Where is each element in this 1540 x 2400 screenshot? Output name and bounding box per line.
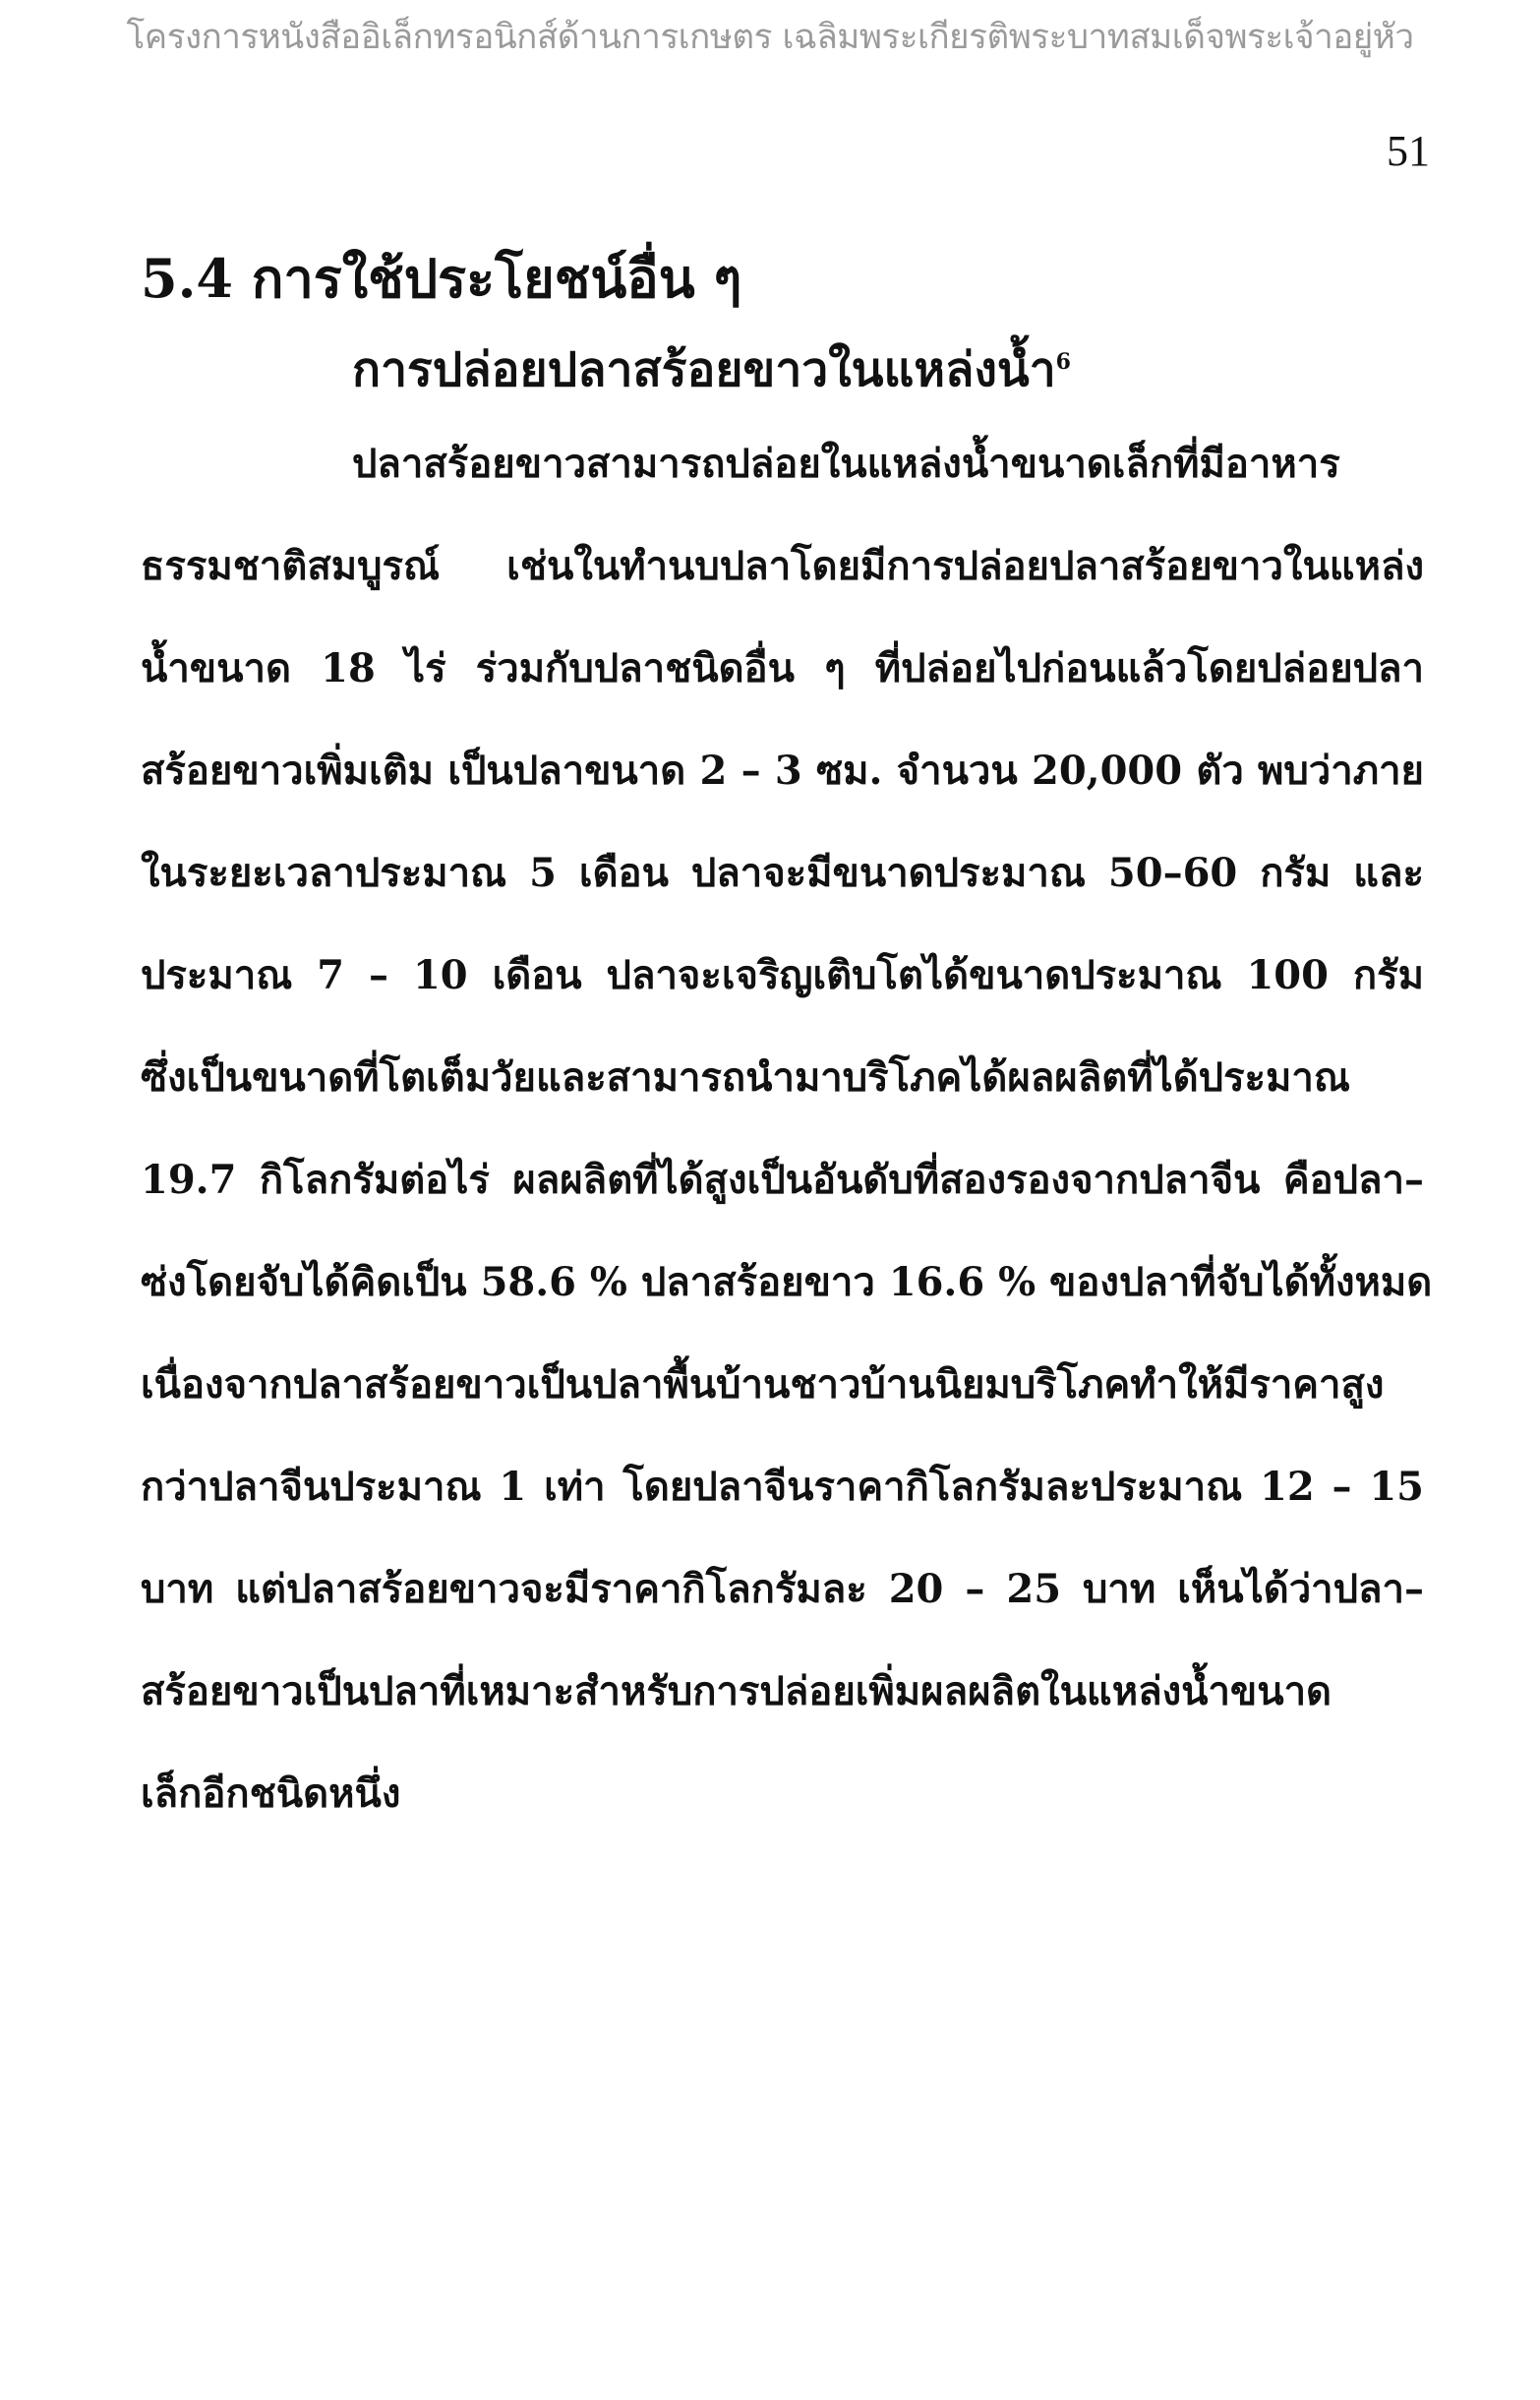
paragraph-line: ปลาสร้อยขาวสามารถปล่อยในแหล่งน้ำขนาดเล็กที่มีอาหาร <box>352 441 1340 487</box>
paragraph-line: ประมาณ 7 – 10 เดือน ปลาจะเจริญเติบโตได้ขนาดประมาณ 100 กรัม <box>141 952 1424 998</box>
paragraph-line: น้ำขนาด 18 ไร่ ร่วมกับปลาชนิดอื่น ๆ ที่ปล่อยไปก่อนแล้วโดยปล่อยปลา <box>141 645 1424 691</box>
paragraph-line: ซึ่งเป็นขนาดที่โตเต็มวัยและสามารถนำมาบริโภคได้ผลผลิตที่ได้ประมาณ <box>141 1054 1350 1101</box>
paragraph-line: ในระยะเวลาประมาณ 5 เดือน ปลาจะมีขนาดประมาณ 50–60 กรัม และ <box>141 850 1424 896</box>
page-number: 51 <box>1387 127 1430 175</box>
paragraph-line: 19.7 กิโลกรัมต่อไร่ ผลผลิตที่ได้สูงเป็นอันดับที่สองรองจากปลาจีน คือปลา– <box>141 1157 1424 1203</box>
paragraph-line: สร้อยขาวเพิ่มเติม เป็นปลาขนาด 2 – 3 ซม. จำนวน 20,000 ตัว พบว่าภาย <box>141 748 1424 794</box>
body-paragraph <box>141 423 1433 1855</box>
paragraph-line: บาท แต่ปลาสร้อยขาวจะมีราคากิโลกรัมละ 20 – 25 บาท เห็นได้ว่าปลา– <box>141 1566 1424 1612</box>
subheading <box>352 332 1071 407</box>
paragraph-line: ซ่งโดยจับได้คิดเป็น 58.6 % ปลาสร้อยขาว 16.6 % ของปลาที่จับได้ทั้งหมด <box>141 1259 1433 1305</box>
paragraph-line: ธรรมชาติสมบูรณ์ เช่นในทำนบปลาโดยมีการปล่อยปลาสร้อยขาวในแหล่ง <box>141 543 1424 589</box>
subheading-text: การปล่อยปลาสร้อยขาวในแหล่งน้ำ <box>352 342 1056 397</box>
paragraph-line: เล็กอีกชนิดหนึ่ง <box>141 1770 401 1817</box>
paragraph-line: สร้อยขาวเป็นปลาที่เหมาะสำหรับการปล่อยเพิ่มผลผลิตในแหล่งน้ำขนาด <box>141 1668 1333 1714</box>
project-watermark: โครงการหนังสืออิเล็กทรอนิกส์ด้านการเกษตร เฉลิมพระเกียรติพระบาทสมเด็จพระเจ้าอยู่หัว <box>126 18 1414 57</box>
footnote-marker: 6 <box>1055 349 1071 375</box>
paragraph-line: เนื่องจากปลาสร้อยขาวเป็นปลาพื้นบ้านชาวบ้านนิยมบริโภคทำให้มีราคาสูง <box>141 1361 1385 1408</box>
section-heading: 5.4 การใช้ประโยชน์อื่น ๆ <box>141 247 742 310</box>
paragraph-line: กว่าปลาจีนประมาณ 1 เท่า โดยปลาจีนราคากิโลกรัมละประมาณ 12 – 15 <box>141 1464 1424 1510</box>
